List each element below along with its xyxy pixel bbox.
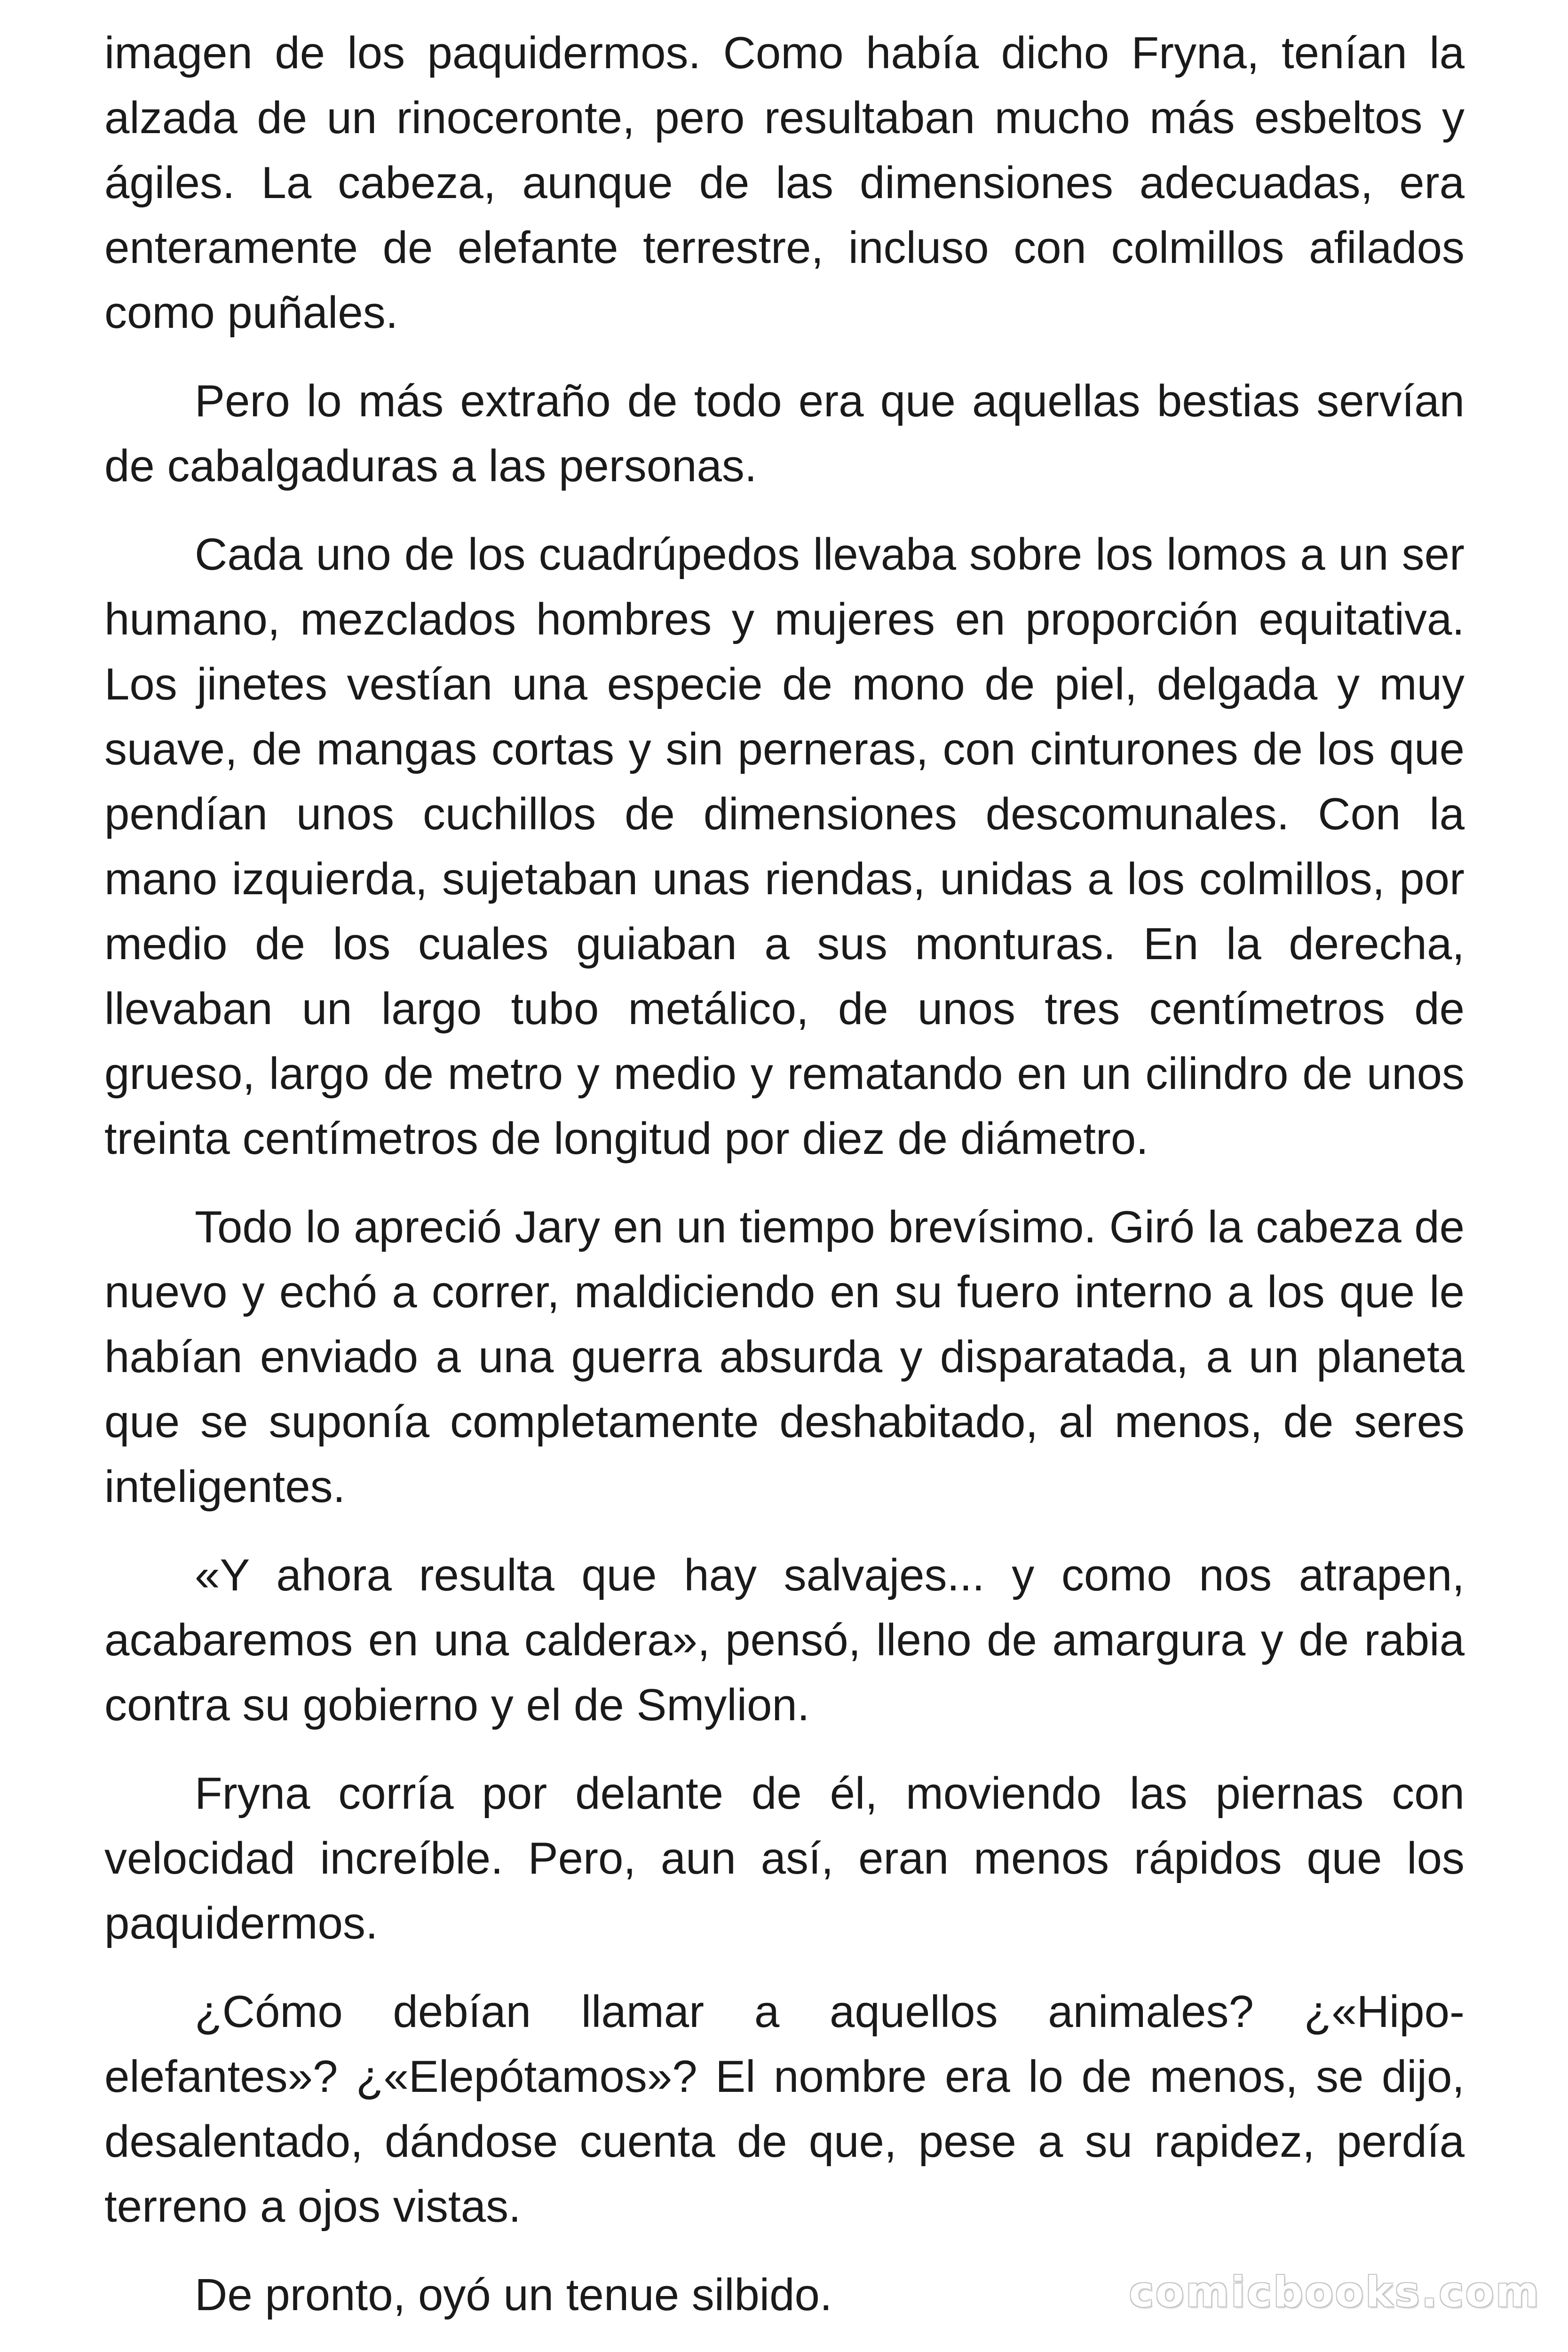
paragraph-1: imagen de los paquidermos. Como había dicho Fryna, tenían la alzada de un rinoceronte, pero resultaban mucho más esbeltos y ágiles. La cabeza, aunque de las dimensiones adecuadas, era enteramente de elefante terrestre, incluso con colmillos afilados como puñales. (104, 28, 1465, 338)
paragraph-5: «Y ahora resulta que hay salvajes... y como nos atrapen, acabaremos en una caldera», pensó, lleno de amargura y de rabia contra su gobierno y el de Smylion. (104, 1550, 1465, 1730)
paragraph-7: ¿Cómo debían llamar a aquellos animales? ¿«Hipo-elefantes»? ¿«Elepótamos»? El nombre era lo de menos, se dijo, desalentado, dándose cuenta de que, pese a su rapidez, perdía terreno a ojos vistas. (104, 1986, 1465, 2232)
paragraph-8: De pronto, oyó un tenue silbido. (195, 2270, 832, 2320)
paragraph-3: Cada uno de los cuadrúpedos llevaba sobre los lomos a un ser humano, mezclados hombres y mujeres en proporción equitativa. Los jinetes vestían una especie de mono de piel, delgada y muy suave, de mangas cortas y sin perneras, con cinturones de los que pendían unos cuchillos de dimensiones descomunales. Con la mano izquierda, sujetaban unas riendas, unidas a los colmillos, por medio de los cuales guiaban a sus monturas. En la derecha, llevaban un largo tubo metálico, de unos tres centímetros de grueso, largo de metro y medio y rematando en un cilindro de unos treinta centímetros de longitud por diez de diámetro. (104, 529, 1465, 1164)
paragraph-4: Todo lo apreció Jary en un tiempo brevísimo. Giró la cabeza de nuevo y echó a correr, maldiciendo en su fuero interno a los que le habían enviado a una guerra absurda y disparatada, a un planeta que se suponía completamente deshabitado, al menos, de seres inteligentes. (104, 1202, 1465, 1512)
paragraph-6: Fryna corría por delante de él, moviendo las piernas con velocidad increíble. Pero, aun así, eran menos rápidos que los paquidermos. (104, 1768, 1465, 1948)
paragraph-2: Pero lo más extraño de todo era que aquellas bestias servían de cabalgaduras a las personas. (104, 376, 1465, 491)
document-body (104, 21, 1465, 2351)
watermark-logo: comicbooks.com (1129, 2268, 1541, 2316)
